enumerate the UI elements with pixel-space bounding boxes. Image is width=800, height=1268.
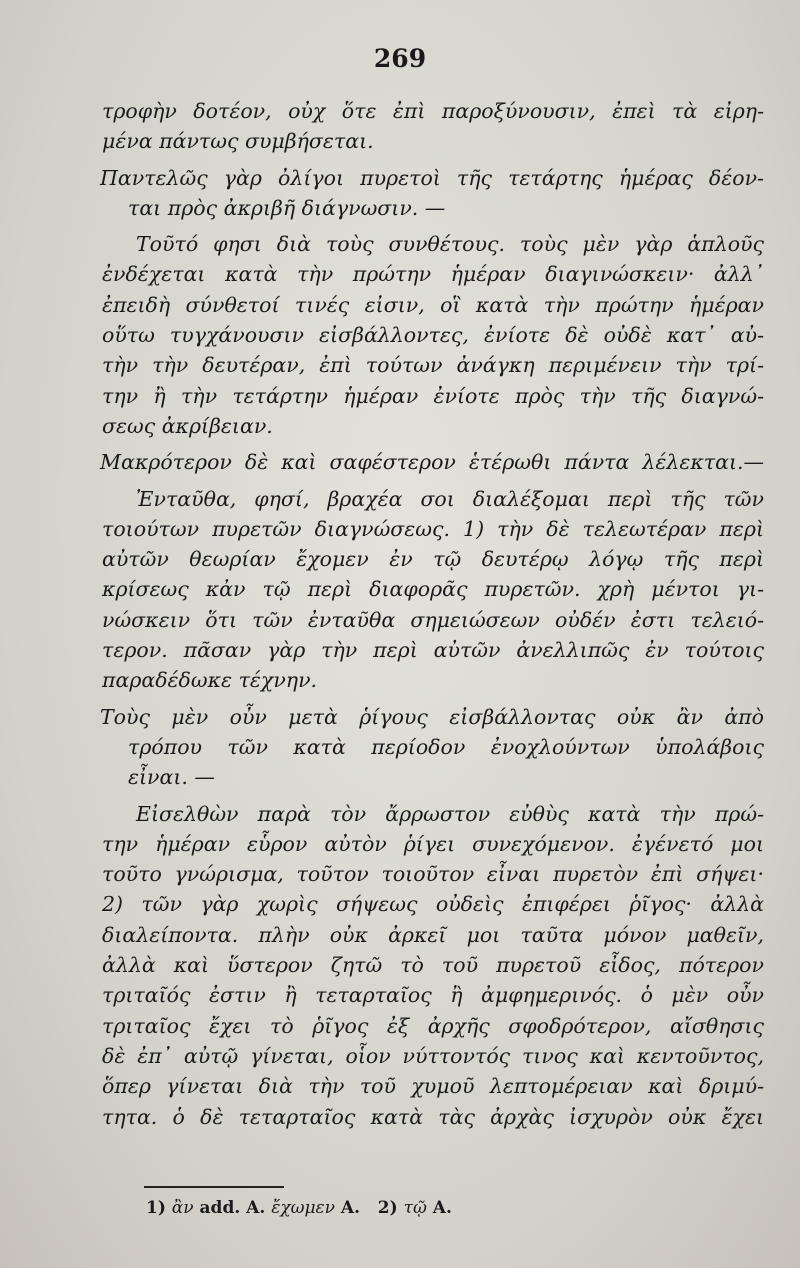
text-line: Τοῦτό φησι διὰ τοὺς συνθέτους. τοὺς μὲν γὰρ ἁπλοῦς [136,232,764,257]
text-line: κρίσεως κἀν τῷ περὶ διαφορᾶς πυρετῶν. χρὴ μέντοι γι- [102,577,764,602]
text-line: τερον. πᾶσαν γὰρ τὴν περὶ αὐτῶν ἀνελλιπῶς ἐν τούτοις [102,638,764,663]
text-line: δὲ ἐπ᾽ αὐτῷ γίνεται, οἷον νύττοντός τινος καὶ κεντοῦντος, [102,1043,764,1068]
footnote-rule [144,1186,284,1188]
text-line: διαλείποντα. πλὴν οὐκ ἀρκεῖ μοι ταῦτα μόνον μαθεῖν, [102,922,764,947]
text-line: ἀλλὰ καὶ ὕστερον ζητῶ τὸ τοῦ πυρετοῦ εἶδος, πότερον [102,953,764,978]
text-line: τροφὴν δοτέον, οὐχ ὅτε ἐπὶ παροξύνουσιν, ἐπεὶ τὰ εἰρη- [102,99,764,123]
text-line: οὕτω τυγχάνουσιν εἰσβάλλοντες, ἐνίοτε δὲ οὐδὲ κατ᾽ αὐ- [102,323,764,348]
text-line: τρόπου τῶν κατὰ περίοδον ἐνοχλούντων ὑπολάβοις [128,734,764,759]
text-line: νώσκειν ὅτι τῶν ἐνταῦθα σημειώσεων οὐδέν ἐστι τελειό- [102,607,764,632]
text-line: τοῦτο γνώρισμα, τοῦτον τοιοῦτον εἶναι πυρετὸν ἐπὶ σήψει· [102,862,764,887]
text-line: τὴν τὴν δευτέραν, ἐπὶ τούτων ἀνάγκη περιμένειν τὴν τρί- [102,353,764,378]
text-line: τριταῖος ἔχει τὸ ῥῖγος ἐξ ἀρχῆς σφοδρότερον, αἴσθησις [102,1013,764,1038]
body-text [102,96,764,1132]
text-line: παραδέδωκε τέχνην. [102,668,318,693]
text-line: ται πρὸς ἀκριβῆ διάγνωσιν. — [128,195,446,220]
footnote-text-2: A. [340,1198,361,1218]
footnote-marker-2: 2) [377,1198,398,1218]
text-line: 2) τῶν γὰρ χωρὶς σήψεως οὐδεὶς ἐπιφέρει ῥῖγος· ἀλλὰ [102,892,764,917]
footnote-greek-2: ἔχωμεν [271,1198,335,1218]
text-line: Παντελῶς γὰρ ὀλίγοι πυρετοὶ τῆς τετάρτης ἡμέρας δέον- [100,165,764,190]
footnote-text-1: add. A. [199,1198,266,1218]
text-line: την ἢ τὴν τετάρτην ἡμέραν ἐνίοτε πρὸς τὴν τῆς διαγνώ- [102,383,764,408]
text-line: εἶναι. — [128,765,215,790]
text-line: ἐπειδὴ σύνθετοί τινές εἰσιν, οἳ κατὰ τὴν πρώτην ἡμέραν [102,292,764,317]
text-line: τριταῖός ἐστιν ἢ τεταρταῖος ἢ ἀμφημερινός. ὁ μὲν οὖν [102,983,764,1008]
text-line: Μακρότερον δὲ καὶ σαφέστερον ἑτέρωθι πάντα λέλεκται.— [100,450,764,475]
text-line: Τοὺς μὲν οὖν μετὰ ῥίγους εἰσβάλλοντας οὐκ ἂν ἀπὸ [100,704,764,729]
page-number: 269 [373,44,427,73]
text-line: σεως ἀκρίβειαν. [102,413,273,438]
text-line: ἐνδέχεται κατὰ τὴν πρώτην ἡμέραν διαγινώσκειν· ἀλλ᾽ [102,262,764,287]
footnote-greek-3: τῷ [403,1198,427,1218]
footnote-text-3: A. [432,1198,452,1218]
text-line: μένα πάντως συμβήσεται. [102,129,374,154]
footnotes [146,1198,452,1218]
text-line: τητα. ὁ δὲ τεταρταῖος κατὰ τὰς ἀρχὰς ἰσχυρὸν οὐκ ἔχει [102,1104,764,1129]
text-line: αὐτῶν θεωρίαν ἔχομεν ἐν τῷ δευτέρῳ λόγῳ τῆς περὶ [102,547,764,572]
text-line: ὅπερ γίνεται διὰ τὴν τοῦ χυμοῦ λεπτομέρειαν καὶ δριμύ- [102,1074,764,1099]
text-line: Εἰσελθὼν παρὰ τὸν ἄρρωστον εὐθὺς κατὰ τὴν πρώ- [136,801,764,826]
footnote-greek-1: ἂν [171,1198,194,1218]
text-line: την ἡμέραν εὗρον αὐτὸν ῥίγει συνεχόμενον. ἐγένετό μοι [102,831,764,856]
text-line: τοιούτων πυρετῶν διαγνώσεως. 1) τὴν δὲ τελεωτέραν περὶ [102,516,764,541]
footnote-marker-1: 1) [146,1198,166,1218]
text-line: Ἐνταῦθα, φησί, βραχέα σοι διαλέξομαι περὶ τῆς τῶν [136,486,764,511]
